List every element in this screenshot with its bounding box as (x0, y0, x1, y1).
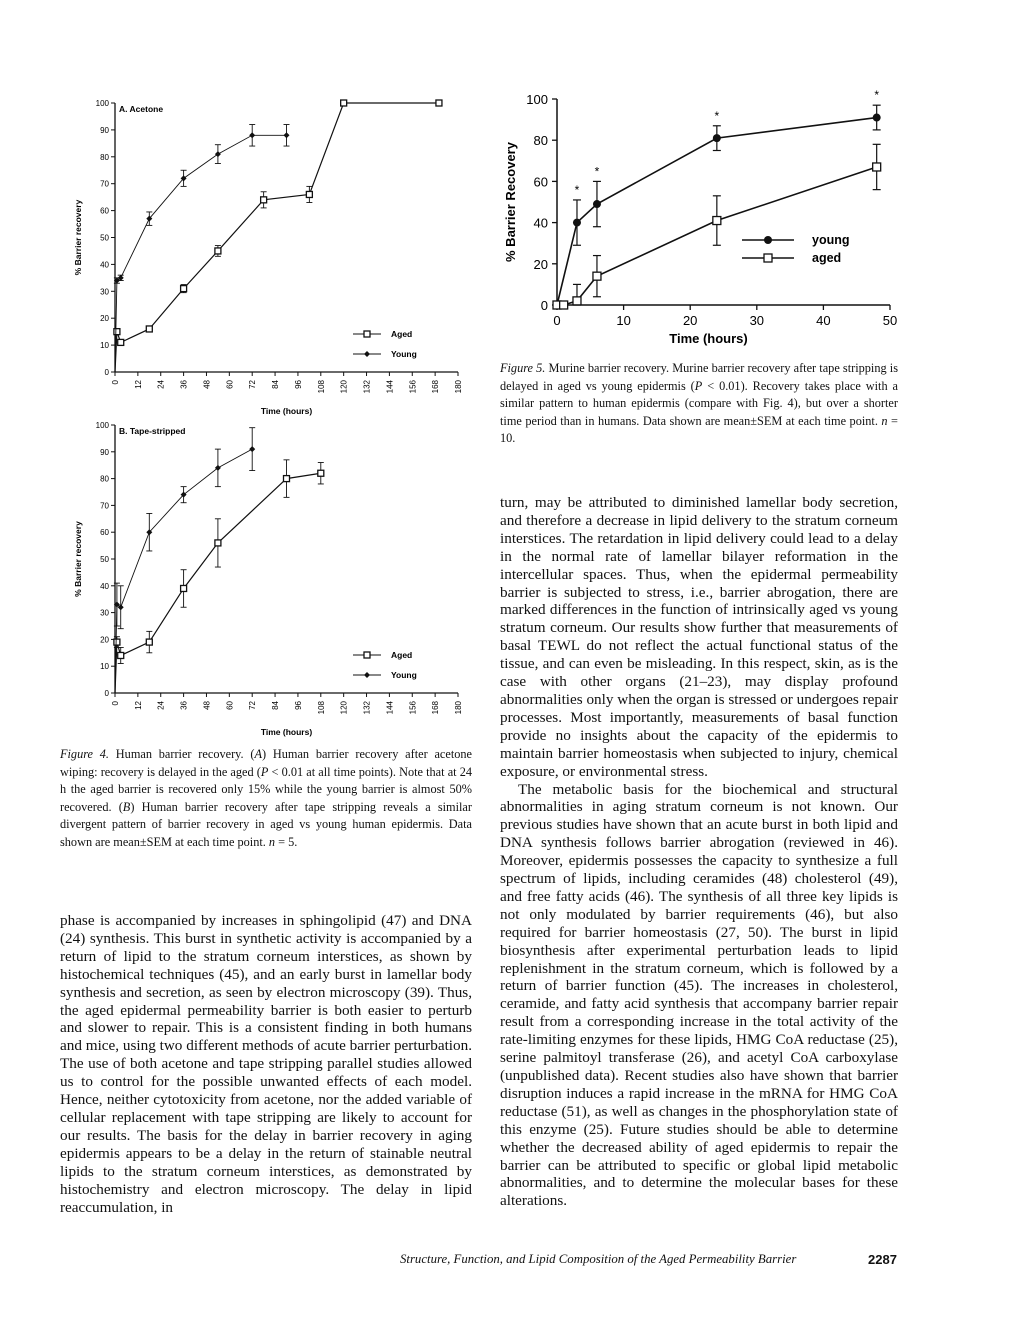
x-tick-label: 48 (202, 701, 212, 710)
data-point-aged (118, 339, 124, 345)
left-column-text (60, 912, 472, 1216)
x-tick-label: 30 (749, 313, 765, 328)
data-point-young (249, 446, 255, 452)
legend-marker (364, 672, 370, 678)
series-line-young (115, 135, 287, 372)
data-point-young (249, 132, 255, 138)
y-tick-label: 70 (100, 179, 109, 189)
data-point-young (215, 151, 221, 157)
x-tick-label: 156 (408, 380, 418, 394)
running-title: Structure, Function, and Lipid Composition of the Aged Permeability Barrier (400, 1252, 797, 1266)
data-point-aged (873, 163, 881, 171)
right-column-text (500, 494, 898, 1210)
y-axis-label: % Barrier recovery (73, 199, 83, 276)
y-tick-label: 10 (100, 662, 109, 672)
y-tick-label: 20 (100, 314, 109, 324)
x-tick-label: 96 (293, 380, 303, 389)
data-point-young (593, 200, 601, 208)
significance-asterisk: * (594, 164, 600, 179)
y-tick-label: 10 (100, 341, 109, 351)
x-tick-label: 48 (202, 380, 212, 389)
x-tick-label: 72 (248, 380, 258, 389)
legend-label-young: young (812, 233, 850, 247)
panel-title: B. Tape-stripped (119, 426, 186, 436)
legend-label-aged: Aged (391, 329, 413, 339)
y-tick-label: 100 (95, 99, 109, 108)
x-tick-label: 0 (111, 380, 120, 385)
data-point-young (284, 132, 290, 138)
x-tick-label: 156 (408, 701, 418, 715)
x-tick-label: 108 (316, 380, 326, 394)
data-point-aged (436, 100, 442, 106)
paragraph: The metabolic basis for the biochemical and structural abnormalities in aging stratum corneum is not known. Our previous studies have shown that an acute burst in both lipid and DNA synthesis follows barrier abrogation (reviewed in 46). Moreover, epidermis possesses the capacity to synthesize a full spectrum of lipids, including ceramides (48) cholesterol (49), and free fatty acids (46). The synthesis of all three key lipids is not only modulated by barrier requirements (46), but also required for barrier homeostasis (27, 50). The burst in lipid biosynthesis after experimental perturbation leads to lipid replenishment in the stratum corneum, which is followed by a return of barrier function (45). The increases in cholesterol, ceramide, and fatty acid synthesis that accompany barrier repair result from a corresponding increase in the total activity of the rate-limiting enzymes for these lipids, HMG CoA reductase (25), serine palmitoyl transferase (26), and acetyl CoA carboxylase (unpublished data). Recent studies also have shown that barrier disruption induces a rapid increase in the mRNA for HMG CoA reductase (51), as well as changes in the phosphorylation state of this enzyme (25). Future studies should be able to determine whether the decreased ability of aged epidermis to repair the barrier can be attributed to specific or global lipid metabolic abnormalities, and to determine the molecular bases for these alterations. (500, 780, 898, 1210)
data-point-aged (146, 326, 152, 332)
y-tick-label: 40 (533, 215, 548, 231)
figure-4a-chart (73, 99, 463, 416)
legend-label-aged: aged (812, 251, 842, 265)
x-tick-label: 120 (339, 701, 349, 715)
y-axis-label: % Barrier recovery (73, 521, 83, 597)
x-tick-label: 132 (362, 701, 372, 715)
x-tick-label: 10 (616, 313, 631, 328)
legend-marker (364, 351, 370, 357)
legend-marker (764, 254, 772, 262)
x-tick-label: 144 (385, 701, 395, 715)
legend-label-young: Young (391, 349, 417, 359)
data-point-aged (284, 476, 290, 482)
x-tick-label: 180 (454, 380, 463, 394)
data-point-aged (306, 191, 312, 197)
x-tick-label: 84 (271, 701, 281, 710)
legend-marker (364, 331, 370, 337)
x-tick-label: 180 (454, 701, 463, 715)
y-tick-label: 0 (104, 689, 109, 698)
y-tick-label: 80 (100, 474, 109, 484)
x-tick-label: 36 (179, 701, 189, 710)
data-point-young (573, 219, 581, 227)
legend-label-young: Young (391, 670, 417, 680)
x-tick-label: 84 (271, 380, 281, 389)
y-tick-label: 90 (100, 447, 109, 457)
data-point-aged (318, 470, 324, 476)
y-tick-label: 70 (100, 501, 109, 511)
data-point-aged (114, 639, 120, 645)
data-point-aged (261, 197, 267, 203)
figure-5-label: Figure 5. (500, 361, 546, 375)
y-tick-label: 0 (540, 298, 548, 313)
data-point-aged (560, 301, 568, 309)
significance-asterisk: * (714, 108, 720, 123)
data-point-aged (146, 639, 152, 645)
data-point-young (713, 134, 721, 142)
data-point-aged (118, 652, 124, 658)
x-tick-label: 120 (339, 380, 349, 394)
legend-marker (364, 652, 370, 658)
y-tick-label: 100 (526, 92, 548, 107)
figure-4b-chart (73, 421, 463, 737)
y-axis-label: % Barrier Recovery (503, 142, 518, 262)
x-tick-label: 72 (248, 701, 258, 710)
y-tick-label: 90 (100, 125, 109, 135)
data-point-young (873, 114, 881, 122)
data-point-aged (341, 100, 347, 106)
x-tick-label: 168 (431, 380, 441, 394)
y-tick-label: 40 (100, 260, 109, 270)
figure-4-caption: Figure 4. Human barrier recovery. (A) Human barrier recovery after acetone wiping: recovery is delayed in the aged (P < 0.01 at all time points). Note that at 24 h the aged barrier is recovered only 15% while the young barrier is almost 50% recovered. (B) Human barrier recovery after tape stripping reveals a similar divergent pattern of barrier recovery in aged vs young human epidermis. Data shown are mean±SEM at each time point. n = 5. (60, 747, 473, 849)
figure-4-label: Figure 4. (60, 747, 110, 761)
data-point-aged (593, 272, 601, 280)
y-tick-label: 30 (100, 287, 109, 297)
x-tick-label: 144 (385, 380, 395, 394)
x-tick-label: 12 (133, 701, 143, 710)
paragraph: turn, may be attributed to diminished lamellar body secretion, and therefore a decrease in lipid delivery to the stratum corneum interstices. The retardation in lipid delivery could lead to a delay in the normal rate of lamellar bilayer reformation in the intercellular spaces. Thus, when the epidermal permeability barrier is subjected to stress, i.e., barrier abrogation, there are marked differences in the function of intrinsically aged vs young stratum corneum. Our results show further that measurements of basal TEWL do not reflect the actual functional status of the tissue, and can even be misleading. In this respect, skin, as is the case with other organs (21–23), may display profound abnormalities only when the organ is stressed or undergoes repair processes. Most importantly, measurements of basal function provide no insights about the capacity of the epidermis to maintain barrier homeostasis when subjected to injury, chemical exposure, or environmental stress. (500, 494, 899, 780)
x-tick-label: 20 (682, 313, 698, 328)
data-point-aged (573, 297, 581, 305)
y-tick-label: 20 (100, 635, 109, 645)
significance-asterisk: * (574, 182, 580, 197)
x-tick-label: 40 (816, 313, 831, 328)
data-point-aged (713, 217, 721, 225)
y-tick-label: 60 (100, 206, 109, 216)
series-line-aged (115, 473, 321, 693)
y-tick-label: 100 (95, 421, 109, 430)
y-tick-label: 80 (533, 133, 548, 149)
figure-5-caption: Figure 5. Murine barrier recovery. Murine barrier recovery after tape stripping is delayed in aged vs young epidermis (P < 0.01). Recovery takes place with a similar pattern to human epidermis (compare with Fig. 4), but over a shorter time period than in humans. Data shown are mean±SEM at each time point. n = 10. (500, 361, 898, 446)
x-tick-label: 0 (553, 313, 561, 328)
x-tick-label: 132 (362, 380, 372, 394)
y-tick-label: 60 (100, 528, 109, 538)
significance-asterisk: * (874, 88, 880, 103)
x-tick-label: 108 (316, 701, 326, 715)
x-tick-label: 0 (111, 701, 120, 706)
y-tick-label: 50 (100, 233, 109, 243)
x-tick-label: 96 (293, 701, 303, 710)
y-tick-label: 50 (100, 555, 109, 564)
y-tick-label: 80 (100, 152, 109, 162)
y-tick-label: 60 (533, 174, 548, 190)
y-tick-label: 30 (100, 608, 109, 618)
panel-title: A. Acetone (119, 104, 164, 114)
page-number: 2287 (868, 1252, 897, 1267)
data-point-aged (181, 286, 187, 292)
x-tick-label: 60 (225, 701, 235, 710)
paragraph: phase is accompanied by increases in sphingolipid (47) and DNA (24) synthesis. This burst in synthetic activity is accompanied by a return of lipid to the stratum corneum interstices, as shown by histochemical techniques (45), and an early burst in lamellar body synthesis and secretion, as seen by electron microscopy (39). Thus, the aged epidermal permeability barrier is both easier to perturb and slower to repair. This is a consistent finding in both humans and mice, using two different methods of acute barrier perturbation. The use of both acetone and tape stripping parallel studies allowed us to control for the possible unwanted effects of each model. Hence, neither cytotoxicity from acetone, nor the added variable of cellular replacement with tape stripping are likely to account for our results. The basis for the delay in barrier recovery in aging epidermis appears to be a delay in the return of stainable neutral lipids to the stratum corneum interstices, as demonstrated by histochemistry and electron microscopy. The delay in lipid reaccumulation, in (60, 912, 472, 1216)
data-point-aged (215, 248, 221, 254)
y-tick-label: 20 (533, 256, 548, 272)
y-tick-label: 0 (104, 368, 109, 377)
x-tick-label: 60 (225, 380, 235, 389)
data-point-aged (181, 585, 187, 591)
x-axis-label: Time (hours) (260, 406, 313, 416)
x-tick-label: 12 (133, 380, 143, 389)
data-point-aged (215, 540, 221, 546)
x-axis-label: Time (hours) (669, 331, 748, 346)
legend-marker (764, 236, 772, 244)
legend-label-aged: Aged (391, 650, 413, 660)
data-point-aged (114, 329, 120, 335)
y-tick-label: 40 (100, 581, 109, 591)
x-tick-label: 168 (431, 701, 441, 715)
x-tick-label: 50 (882, 313, 898, 328)
figure-5-chart (503, 88, 897, 346)
x-tick-label: 36 (179, 380, 189, 389)
x-tick-label: 24 (156, 701, 166, 710)
x-axis-label: Time (hours) (260, 727, 313, 737)
x-tick-label: 24 (156, 380, 166, 389)
